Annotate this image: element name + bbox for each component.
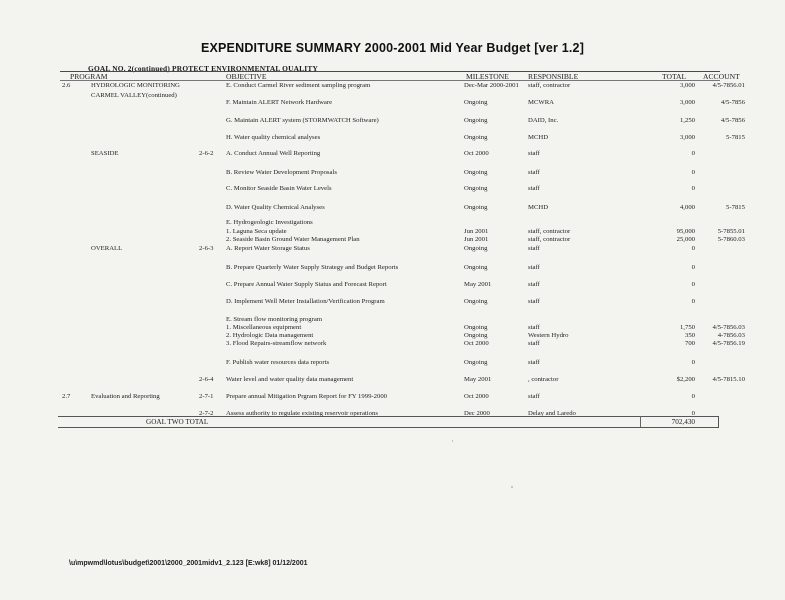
- cell-responsible: staff: [528, 264, 540, 271]
- cell-responsible: staff: [528, 359, 540, 366]
- cell-total: 4,000: [679, 204, 695, 211]
- cell-objective: E. Conduct Carmel River sediment sampling program: [226, 82, 371, 89]
- cell-total: 1,250: [679, 117, 695, 124]
- cell-total: 0: [691, 169, 695, 176]
- cell-responsible: , contractor: [528, 376, 559, 383]
- cell-program: HYDROLOGIC MONITORING: [91, 82, 180, 89]
- cell-account: 4/5-7856: [720, 117, 745, 124]
- column-header-account: ACCOUNT: [703, 72, 740, 81]
- cell-milestone: Ongoing: [464, 117, 488, 124]
- cell-milestone: May 2001: [464, 376, 492, 383]
- scan-speck: [452, 440, 453, 442]
- cell-total: 0: [691, 281, 695, 288]
- cell-responsible: staff: [528, 185, 540, 192]
- goal-total-value: 702,430: [671, 418, 695, 426]
- cell-responsible: staff: [528, 340, 540, 347]
- cell-milestone: Ongoing: [464, 169, 488, 176]
- cell-objective: H. Water quality chemical analyses: [226, 134, 321, 141]
- cell-responsible: Western Hydro: [528, 332, 569, 339]
- cell-total: 3,000: [679, 99, 695, 106]
- cell-total: 3,000: [679, 134, 695, 141]
- cell-milestone: Oct 2000: [464, 393, 489, 400]
- cell-milestone: Ongoing: [464, 324, 488, 331]
- cell-total: 0: [691, 264, 695, 271]
- header-bottom-rule: [60, 80, 720, 81]
- cell-account: 4-7856.03: [717, 332, 745, 339]
- cell-milestone: Jun 2001: [464, 228, 489, 235]
- file-path-footer: \u\mpwmd\lotus\budget\2001\2000_2001midv1_2.123 [E:wk8] 01/12/2001: [69, 560, 308, 567]
- cell-responsible: staff: [528, 150, 540, 157]
- cell-objective: 3. Flood Repairs-streamflow network: [226, 340, 327, 347]
- cell-objective: Prepare annual Mitigation Prgram Report for FY 1999-2000: [226, 393, 388, 400]
- scan-speck: [511, 486, 513, 488]
- cell-responsible: staff: [528, 324, 540, 331]
- cell-milestone: Dec 2000: [464, 410, 490, 417]
- cell-program: SEASIDE: [91, 150, 119, 157]
- cell-total: 95,000: [676, 228, 695, 235]
- cell-total: $2,200: [676, 376, 695, 383]
- cell-milestone: Ongoing: [464, 99, 488, 106]
- cell-responsible: DAID, Inc.: [528, 117, 559, 124]
- cell-milestone: Oct 2000: [464, 150, 489, 157]
- cell-responsible: MCHD: [528, 134, 549, 141]
- cell-account: 5-7855.01: [717, 228, 745, 235]
- cell-objective: 1. Laguna Seca update: [226, 228, 287, 235]
- cell-program: OVERALL: [91, 245, 123, 252]
- cell-milestone: Ongoing: [464, 332, 488, 339]
- cell-milestone: Ongoing: [464, 298, 488, 305]
- cell-total: 1,750: [679, 324, 695, 331]
- cell-total: 0: [691, 245, 695, 252]
- cell-account: 4/5-7856.19: [712, 340, 745, 347]
- cell-responsible: staff, contractor: [528, 228, 571, 235]
- cell-objective: G. Maintain ALERT system (STORMWATCH Software): [226, 117, 379, 124]
- cell-objective: 2. Seaside Basin Ground Water Management Plan: [226, 236, 360, 243]
- cell-milestone: Dec-Mar 2000-2001: [464, 82, 519, 89]
- cell-account: 4/5-7856.01: [712, 82, 745, 89]
- cell-objective: 2. Hydrologic Data management: [226, 332, 314, 339]
- cell-responsible: staff: [528, 281, 540, 288]
- cell-total: 0: [691, 298, 695, 305]
- cell-milestone: Ongoing: [464, 185, 488, 192]
- cell-objective: Water level and water quality data management: [226, 376, 354, 383]
- cell-milestone: Ongoing: [464, 245, 488, 252]
- cell-objective: B. Prepare Quarterly Water Supply Strategy and Budget Reports: [226, 264, 399, 271]
- cell-objective: C. Prepare Annual Water Supply Status and Forecast Report: [226, 281, 387, 288]
- goal-total-divider: [640, 416, 641, 427]
- cell-objective: F. Publish water resources data reports: [226, 359, 330, 366]
- cell-responsible: staff: [528, 298, 540, 305]
- cell-responsible: staff: [528, 169, 540, 176]
- cell-objective: D. Water Quality Chemical Analyses: [226, 204, 325, 211]
- cell-code: 2-6-3: [199, 245, 214, 252]
- cell-responsible: staff: [528, 245, 540, 252]
- column-header-total: TOTAL: [662, 72, 687, 81]
- cell-milestone: Ongoing: [464, 204, 488, 211]
- goal-total-label: GOAL TWO TOTAL: [146, 418, 209, 426]
- cell-total: 25,000: [676, 236, 695, 243]
- cell-total: 0: [691, 150, 695, 157]
- cell-program: CARMEL VALLEY(continued): [91, 92, 177, 99]
- cell-objective: Assess authority to regulate existing reservoir operations: [226, 410, 378, 417]
- cell-responsible: staff, contractor: [528, 82, 571, 89]
- cell-program: Evaluation and Reporting: [91, 393, 160, 400]
- column-header-responsible: RESPONSIBLE: [528, 72, 579, 81]
- header-top-rule: [60, 71, 720, 72]
- column-header-program: PROGRAM: [70, 72, 108, 81]
- cell-responsible: staff: [528, 393, 540, 400]
- cell-milestone: Ongoing: [464, 359, 488, 366]
- cell-objective: 1. Miscellaneous equipment: [226, 324, 302, 331]
- cell-objective: D. Implement Well Meter Installation/Verification Program: [226, 298, 385, 305]
- cell-milestone: May 2001: [464, 281, 492, 288]
- column-header-milestone: MILESTONE: [466, 72, 509, 81]
- page-title: EXPENDITURE SUMMARY 2000-2001 Mid Year Budget [ver 1.2]: [200, 41, 585, 55]
- cell-code: 2-6-2: [199, 150, 214, 157]
- cell-total: 3,000: [679, 82, 695, 89]
- cell-milestone: Ongoing: [464, 134, 488, 141]
- cell-total: 0: [691, 185, 695, 192]
- cell-responsible: staff, contractor: [528, 236, 571, 243]
- cell-account: 5-7815: [726, 204, 745, 211]
- cell-objective: E. Stream flow monitoring program: [226, 316, 323, 323]
- cell-objective: F. Maintain ALERT Network Hardware: [226, 99, 333, 106]
- column-header-objective: OBJECTIVE: [226, 72, 267, 81]
- cell-code: 2-7-1: [199, 393, 214, 400]
- cell-objective: C. Monitor Seaside Basin Water Levels: [226, 185, 332, 192]
- cell-objective: A. Conduct Annual Well Reporting: [226, 150, 321, 157]
- cell-total: 0: [691, 393, 695, 400]
- cell-account: 4/5-7856.03: [712, 324, 745, 331]
- cell-sec: 2.6: [62, 82, 71, 89]
- cell-total: 0: [691, 410, 695, 417]
- cell-objective: E. Hydrogeologic Investigations: [226, 219, 313, 226]
- cell-milestone: Oct 2000: [464, 340, 489, 347]
- cell-account: 5-7860.03: [717, 236, 745, 243]
- cell-objective: B. Review Water Development Proposals: [226, 169, 337, 176]
- cell-total: 700: [684, 340, 695, 347]
- cell-account: 5-7815: [726, 134, 745, 141]
- cell-responsible: Delay and Laredo: [528, 410, 576, 417]
- cell-objective: A. Report Water Storage Status: [226, 245, 310, 252]
- cell-total: 0: [691, 359, 695, 366]
- cell-account: 4/5-7856: [720, 99, 745, 106]
- cell-code: 2-6-4: [199, 376, 214, 383]
- goal-heading: GOAL NO. 2(continued) PROTECT ENVIRONMENTAL QUALITY: [88, 64, 319, 73]
- cell-responsible: MCWRA: [528, 99, 555, 106]
- cell-code: 2-7-2: [199, 410, 214, 417]
- cell-milestone: Ongoing: [464, 264, 488, 271]
- cell-total: 350: [684, 332, 695, 339]
- cell-sec: 2.7: [62, 393, 71, 400]
- cell-milestone: Jun 2001: [464, 236, 489, 243]
- cell-responsible: MCHD: [528, 204, 549, 211]
- cell-account: 4/5-7815.10: [712, 376, 745, 383]
